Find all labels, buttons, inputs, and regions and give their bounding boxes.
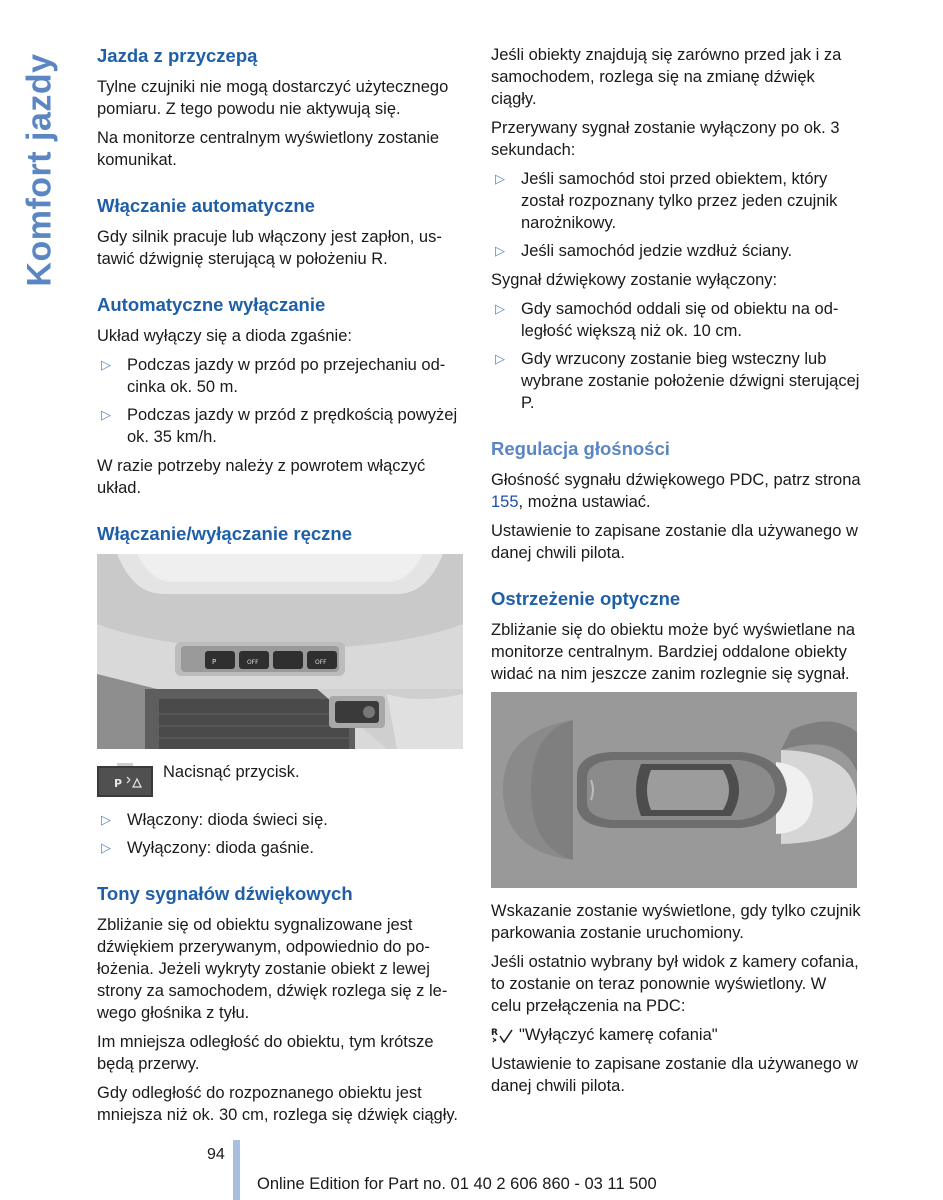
paragraph: Gdy silnik pracuje lub włączony jest zapłon, ustawić dźwignię sterującą w położeniu R. xyxy=(97,228,442,268)
paragraph: Zbliżanie się od obiektu sygnalizowane jest dźwiękiem przerywanym, odpowiednio do położenia. Jeżeli wykryty zostanie obiekt z lewej strony za samochodem, dźwięk rozlega się z lewego głośnika z tyłu. xyxy=(97,916,448,1022)
triangle-bullet-icon: ▷ xyxy=(495,171,505,186)
section-volume xyxy=(491,437,861,564)
paragraph: Jeśli ostatnio wybrany był widok z kamery cofania, to zostanie on teraz ponownie wyświetlony. W celu przełączenia na PDC: xyxy=(491,953,859,1015)
heading-tones: Tony sygnałów dźwiękowych xyxy=(97,883,353,904)
svg-text:OFF: OFF xyxy=(315,659,327,666)
list-item: ▷ Podczas jazdy w przód z prędkością powyżej ok. 35 km/h. xyxy=(101,406,458,446)
heading-optical: Ostrzeżenie optyczne xyxy=(491,588,681,609)
paragraph: Sygnał dźwiękowy zostanie wyłączony: xyxy=(491,271,778,289)
paragraph: Ustawienie to zapisane zostanie dla używanego w danej chwili pilota. xyxy=(491,522,858,562)
bullet-list xyxy=(491,168,861,262)
bullet-list xyxy=(97,354,467,448)
list-item: ▷ Jeśli samochód jedzie wzdłuż ściany. xyxy=(495,242,793,260)
triangle-bullet-icon: ▷ xyxy=(495,351,505,366)
list-item: ▷ Podczas jazdy w przód po przejechaniu odcinka ok. 50 m. xyxy=(101,356,446,396)
section-manual xyxy=(97,522,467,859)
section-tones xyxy=(97,882,467,1126)
heading-trailer: Jazda z przyczepą xyxy=(97,45,258,66)
pdc-button-icon xyxy=(97,761,153,797)
left-column xyxy=(97,44,467,1133)
paragraph: Ustawienie to zapisane zostanie dla używanego w danej chwili pilota. xyxy=(491,1055,858,1095)
paragraph: Na monitorze centralnym wyświetlony zostanie komunikat. xyxy=(97,129,440,169)
edition-footer: Online Edition for Part no. 01 40 2 606 860 - 03 11 500 xyxy=(257,1175,657,1193)
triangle-bullet-icon: ▷ xyxy=(101,407,111,422)
triangle-bullet-icon: ▷ xyxy=(101,840,111,855)
page-number: 94 xyxy=(207,1146,225,1163)
list-item: ▷ Gdy samochód oddali się od obiektu na odległość większą niż ok. 10 cm. xyxy=(495,300,839,340)
rear-camera-off-icon xyxy=(491,1026,515,1044)
paragraph: Przerywany sygnał zostanie wyłączony po ok. 3 sekundach: xyxy=(491,119,840,159)
triangle-bullet-icon: ▷ xyxy=(101,357,111,372)
paragraph: Głośność sygnału dźwiękowego PDC, patrz strona 155, można ustawiać. xyxy=(491,471,861,511)
car-icon xyxy=(577,752,787,828)
section-optical xyxy=(491,587,861,1097)
section-auto-on xyxy=(97,194,467,270)
footer-accent-bar xyxy=(233,1140,240,1200)
press-button-row xyxy=(97,761,467,797)
heading-auto-on: Włączanie automatyczne xyxy=(97,195,315,216)
section-auto-off xyxy=(97,293,467,499)
right-column xyxy=(491,44,861,1104)
paragraph: Gdy odległość do rozpoznanego obiektu jest mniejsza niż ok. 30 cm, rozlega się dźwięk ciągły. xyxy=(97,1084,459,1124)
bullet-list xyxy=(491,298,861,414)
paragraph: Zbliżanie się do obiektu może być wyświetlane na monitorze centralnym. Bardziej oddalone obiekty widać na nim jeszcze zanim rozlegnie się sygnał. xyxy=(491,621,856,683)
list-item: ▷ Włączony: dioda świeci się. xyxy=(101,811,328,829)
triangle-bullet-icon: ▷ xyxy=(495,301,505,316)
camera-off-menu-item[interactable] xyxy=(491,1024,861,1046)
section-trailer xyxy=(97,44,467,171)
list-item: ▷ Jeśli samochód stoi przed obiektem, który został rozpoznany tylko przez jeden czujnik narożnikowy. xyxy=(495,170,838,232)
paragraph: W razie potrzeby należy z powrotem włączyć układ. xyxy=(97,457,426,497)
paragraph: Tylne czujniki nie mogą dostarczyć użytecznego pomiaru. Z tego powodu nie aktywują się. xyxy=(97,78,449,118)
page-link-155[interactable]: 155 xyxy=(491,493,519,511)
paragraph: Jeśli obiekty znajdują się zarówno przed jak i za samochodem, rozlega się na zmianę dźwięk ciągły. xyxy=(491,46,842,108)
paragraph: Im mniejsza odległość do obiektu, tym krótsze będą przerwy. xyxy=(97,1033,434,1073)
side-chapter-title: Komfort jazdy xyxy=(20,53,59,287)
heading-manual: Włączanie/wyłączanie ręczne xyxy=(97,523,353,544)
camera-off-label: "Wyłączyć kamerę cofania" xyxy=(519,1026,718,1044)
svg-text:OFF: OFF xyxy=(247,659,259,666)
triangle-bullet-icon: ▷ xyxy=(495,243,505,258)
parking-display-image xyxy=(491,692,857,888)
triangle-bullet-icon: ▷ xyxy=(101,812,111,827)
press-instruction: Nacisnąć przycisk. xyxy=(163,763,300,781)
svg-text:P: P xyxy=(114,777,123,790)
bullet-list xyxy=(97,809,467,859)
svg-text:R: R xyxy=(491,1028,498,1038)
console-buttons-photo xyxy=(97,554,463,749)
paragraph: Układ wyłączy się a dioda zgaśnie: xyxy=(97,327,352,345)
heading-volume: Regulacja głośności xyxy=(491,438,670,459)
heading-auto-off: Automatyczne wyłączanie xyxy=(97,294,326,315)
svg-text:P: P xyxy=(212,658,217,666)
paragraph: Wskazanie zostanie wyświetlone, gdy tylko czujnik parkowania zostanie uruchomiony. xyxy=(491,902,861,942)
list-item: ▷ Wyłączony: dioda gaśnie. xyxy=(101,839,314,857)
list-item: ▷ Gdy wrzucony zostanie bieg wsteczny lub wybrane zostanie położenie dźwigni sterującej P. xyxy=(495,350,860,412)
